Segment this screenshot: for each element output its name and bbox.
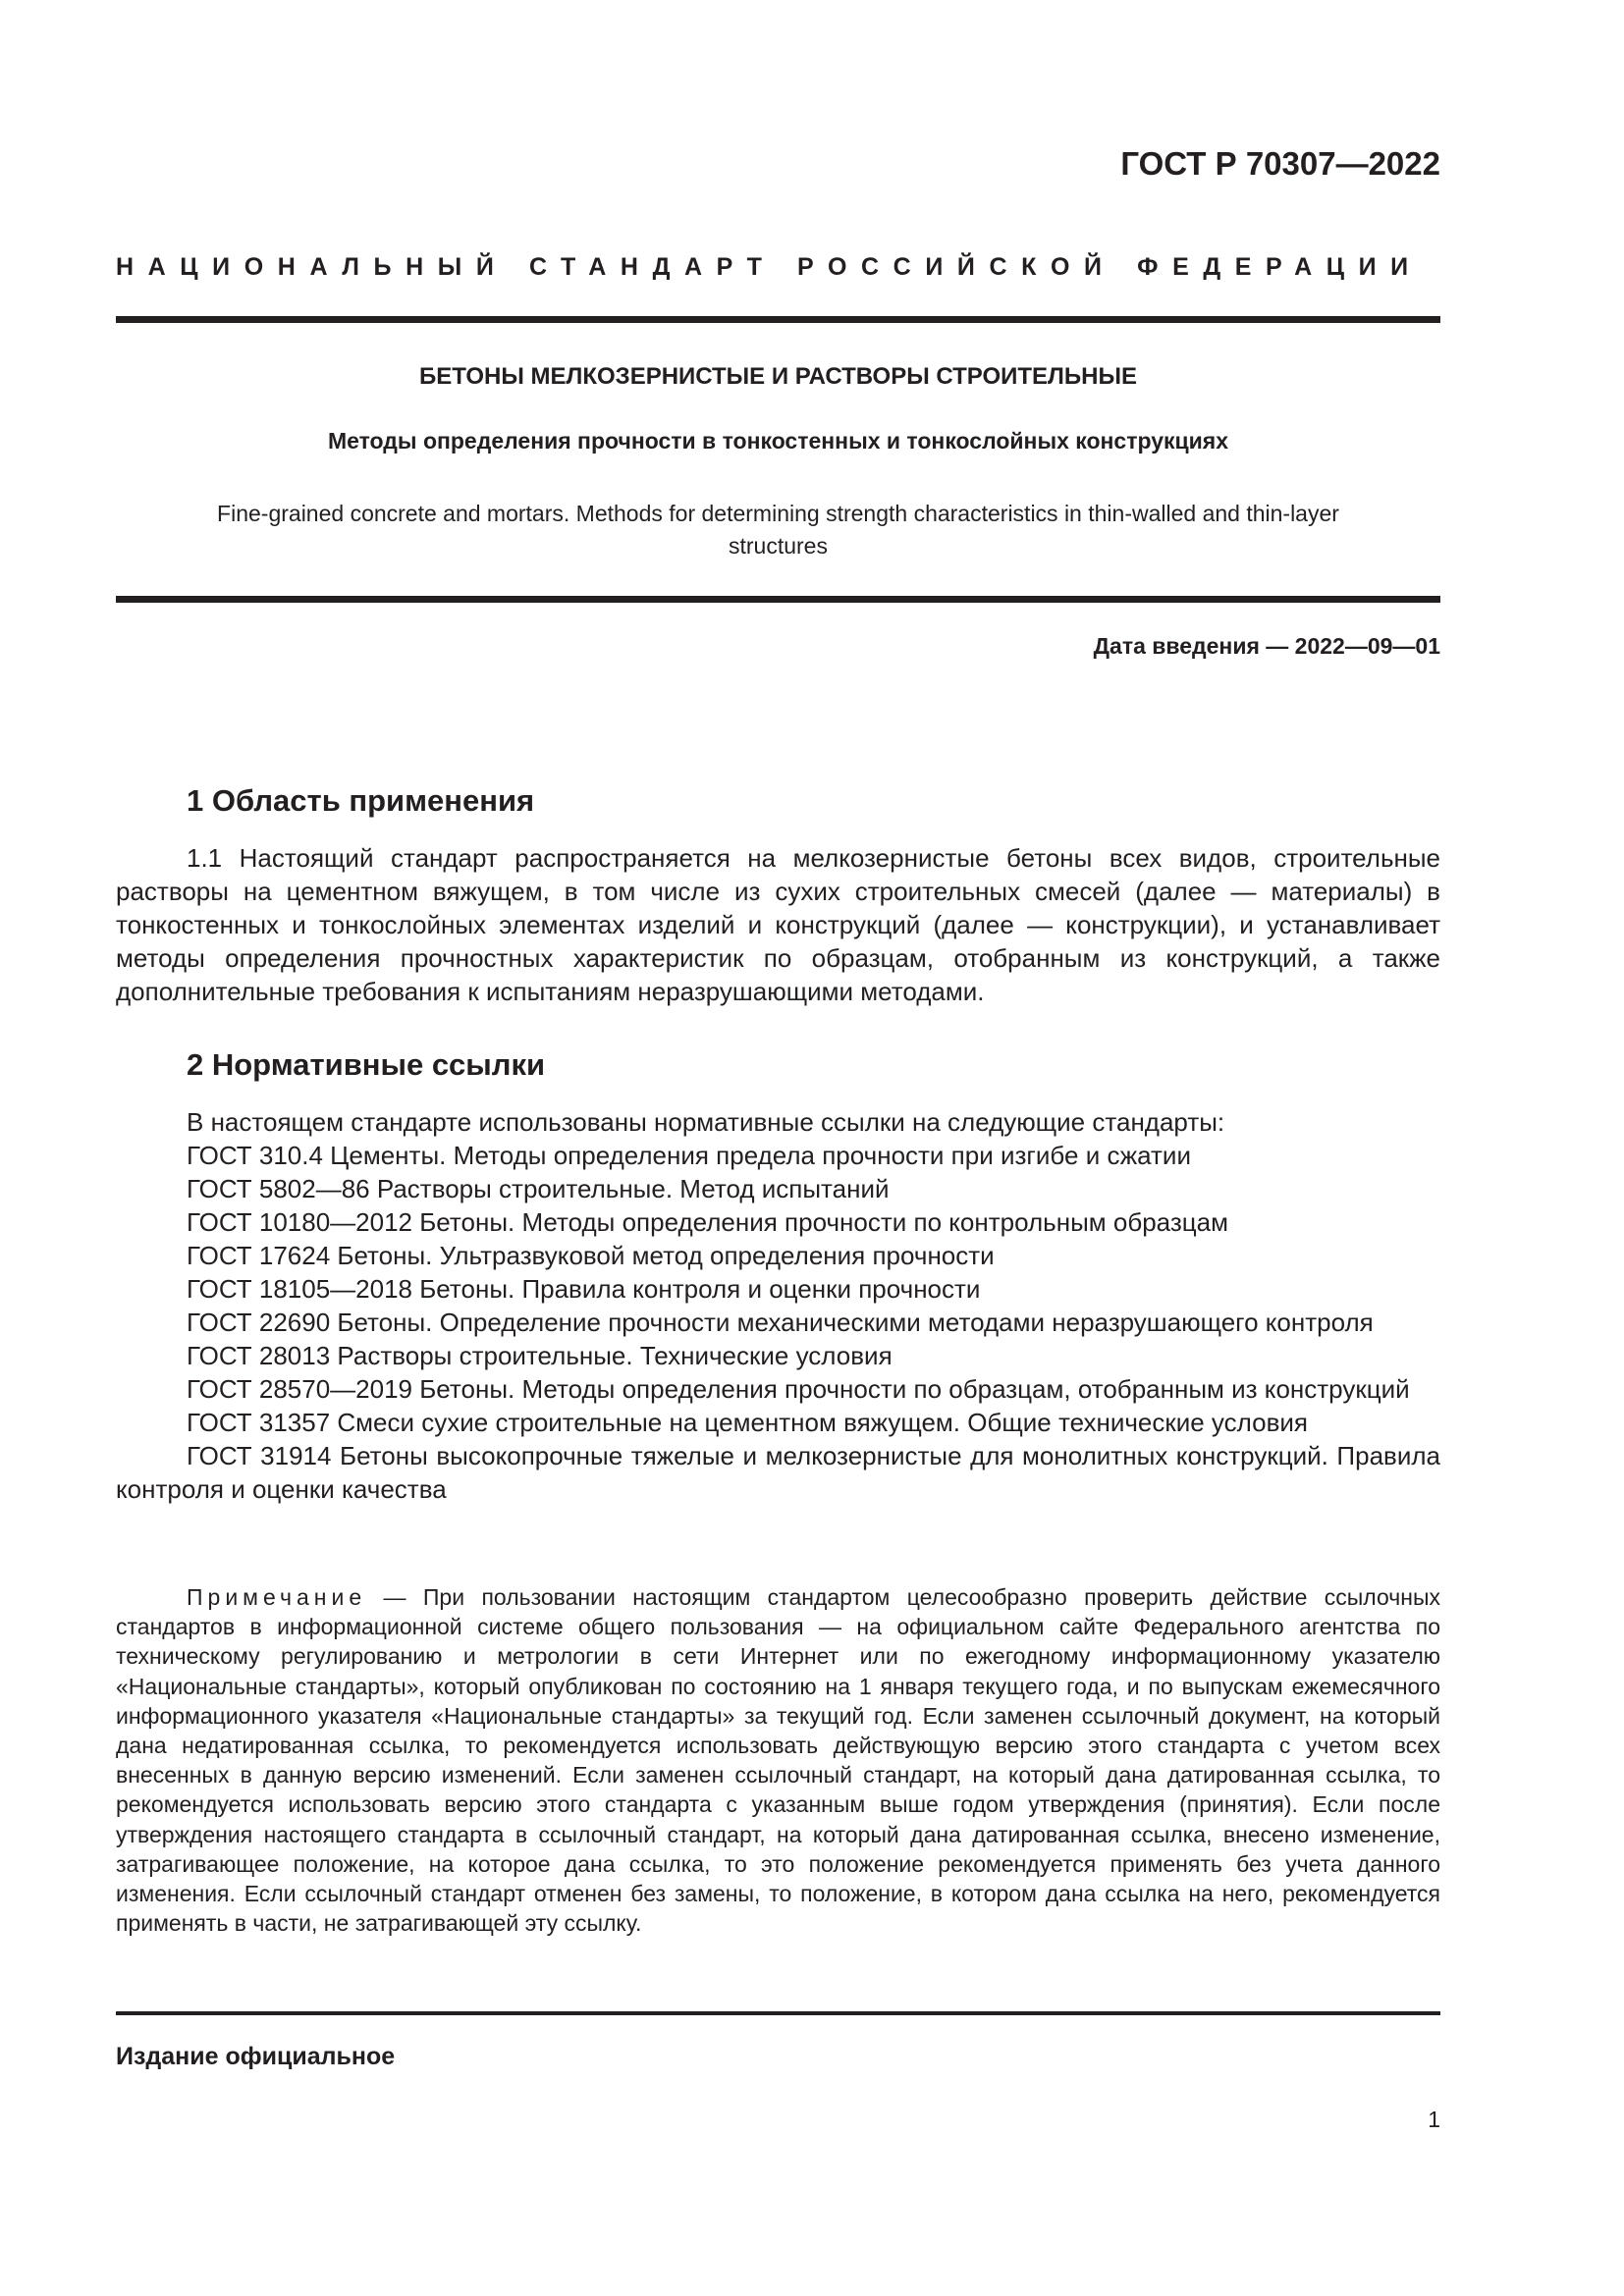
document-subtitle: Методы определения прочности в тонкостенных и тонкослойных конструкциях xyxy=(327,428,1229,454)
note xyxy=(116,1582,1440,1938)
reference-item: ГОСТ 5802—86 Растворы строительные. Метод испытаний xyxy=(187,1174,890,1203)
reference-item: ГОСТ 31357 Смеси сухие строительные на цементном вяжущем. Общие технические условия xyxy=(187,1408,1308,1437)
reference-item: ГОСТ 28013 Растворы строительные. Технические условия xyxy=(187,1341,893,1370)
reference-item: ГОСТ 31914 Бетоны высокопрочные тяжелые и мелкозернистые для монолитных конструкций. Правила контроля и оценки качества xyxy=(116,1441,1440,1504)
reference-item: ГОСТ 17624 Бетоны. Ультразвуковой метод определения прочности xyxy=(187,1241,995,1270)
document-title: БЕТОНЫ МЕЛКОЗЕРНИСТЫЕ И РАСТВОРЫ СТРОИТЕЛЬНЫЕ xyxy=(419,363,1137,390)
section-2-title: 2 Нормативные ссылки xyxy=(187,1047,546,1082)
section-1-title: 1 Область применения xyxy=(187,783,535,818)
footer-divider xyxy=(116,2011,1440,2015)
national-standard-header: НАЦИОНАЛЬНЫЙ СТАНДАРТ РОССИЙСКОЙ ФЕДЕРАЦИИ xyxy=(116,253,1423,281)
title-divider xyxy=(116,596,1440,603)
top-divider xyxy=(116,316,1440,323)
section-1-paragraph: 1.1 Настоящий стандарт распространяется на мелкозернистые бетоны всех видов, строительные растворы на цементном вяжущем, в том числе из сухих строительных смесей (далее — материалы) в тонкостенных и тонкослойных элементах изделий и конструкций (далее — конструкции), и устанавливает методы определения прочностных характеристик по образцам, отобранным из конструкций, а также дополнительные требования к испытаниям неразрушающими методами. xyxy=(116,843,1440,1006)
page-number: 1 xyxy=(1428,2107,1440,2132)
reference-item: ГОСТ 310.4 Цементы. Методы определения предела прочности при изгибе и сжатии xyxy=(187,1141,1191,1170)
document-number: ГОСТ Р 70307—2022 xyxy=(1120,145,1440,182)
note-text: — При пользовании настоящим стандартом целесообразно проверить действие ссылочных стандартов в информационной системе общего пользования — на официальном сайте Федерального агентства по техническому регулированию и метрологии в сети Интернет или по ежегодному информационному указателю «Национальные стандарты», который опубликован по состоянию на 1 января текущего года, и по выпускам ежемесячного информационного указателя «Национальные стандарты» за текущий год. Если заменен ссылочный документ, на который дана недатированная ссылка, то рекомендуется использовать действующую версию этого стандарта с учетом всех внесенных в данную версию изменений. Если заменен ссылочный стандарт, на который дана датированная ссылка, то рекомендуется использовать версию этого стандарта с указанным выше годом утверждения (принятия). Если после утверждения настоящего стандарта в ссылочный стандарт, на который дана датированная ссылка, внесено изменение, затрагивающее положение, на которое дана ссылка, то это положение рекомендуется применять без учета данного изменения. Если ссылочный стандарт отменен без замены, то положение, в котором дана ссылка на него, рекомендуется применять в части, не затрагивающей эту ссылку. xyxy=(116,1584,1440,1937)
reference-item: ГОСТ 10180—2012 Бетоны. Методы определения прочности по контрольным образцам xyxy=(187,1207,1228,1237)
references-list xyxy=(116,1105,1440,1506)
reference-item: ГОСТ 22690 Бетоны. Определение прочности механическими методами неразрушающего контроля xyxy=(187,1308,1374,1337)
note-label: Примечание xyxy=(187,1584,367,1610)
english-title: Fine-grained concrete and mortars. Methods for determining strength characteristics in thin-walled and thin-layer structures xyxy=(217,501,1339,559)
reference-item: ГОСТ 18105—2018 Бетоны. Правила контроля и оценки прочности xyxy=(187,1274,981,1304)
reference-item: ГОСТ 28570—2019 Бетоны. Методы определения прочности по образцам, отобранным из конструкций xyxy=(187,1374,1410,1404)
official-edition-label: Издание официальное xyxy=(116,2043,396,2070)
introduction-date: Дата введения — 2022—09—01 xyxy=(1093,633,1440,659)
references-intro: В настоящем стандарте использованы нормативные ссылки на следующие стандарты: xyxy=(187,1107,1225,1137)
